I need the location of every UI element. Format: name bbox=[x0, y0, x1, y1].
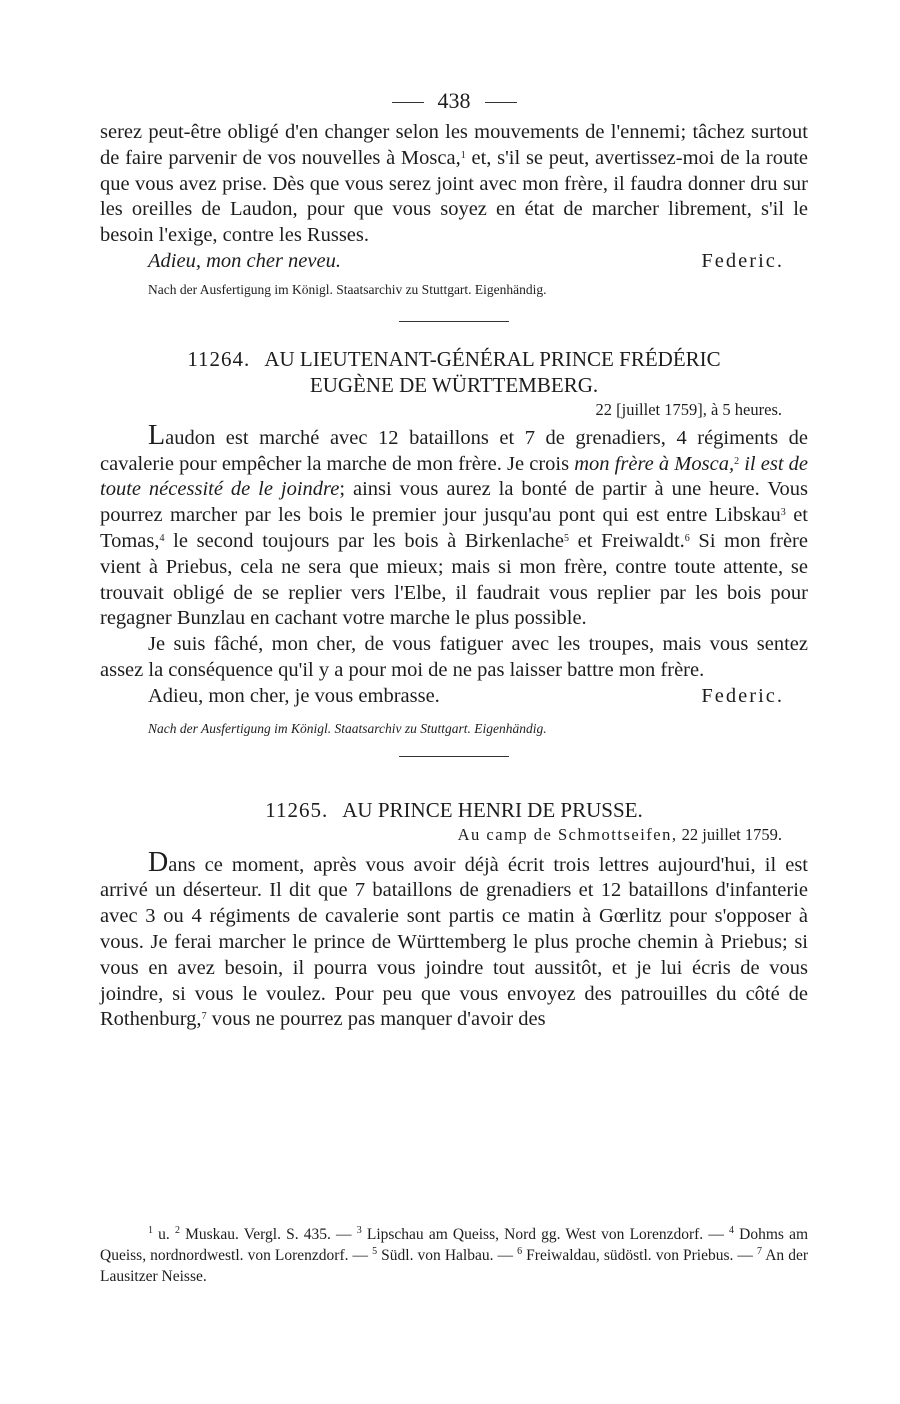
source-text: Nach der Ausfertigung im Königl. Staatsarchiv zu Stuttgart. Eigenhändig. bbox=[148, 720, 547, 736]
separator-rule bbox=[399, 321, 509, 322]
text-run: et, s'il se peut, avertissez-moi de la route que vous avez prise. Dès que vous serez joint avec mon frère, il faudra donner dru sur les oreilles de Laudon, pour que vous soyez en état de marcher librement, s'il le besoin l'exige, contre les Russes. bbox=[100, 146, 808, 247]
text-run: Dohms am Queiss, nordnordwestl. von Lorenzdorf. — bbox=[100, 1226, 809, 1264]
footnote-ref: 2 bbox=[734, 455, 740, 467]
letter-date: 22 [juillet 1759], à 5 heures. bbox=[595, 399, 782, 419]
text-run: et Freiwaldt. bbox=[568, 529, 685, 552]
footnote-ref: 7 bbox=[201, 1011, 207, 1023]
letter-title-line2: EUGÈNE DE WÜRTTEMBERG. bbox=[309, 372, 599, 397]
text-run: audon est marché avec 12 bataillons et 7 de grenadiers, 4 régiments de cavalerie pour empêcher la marche de mon frère. Je crois bbox=[100, 426, 808, 475]
text-run: vous ne pourrez pas manquer d'avoir des bbox=[206, 1008, 546, 1031]
footnote-mark: 2 bbox=[174, 1225, 180, 1236]
italic-run: mon frère à Mosca, bbox=[574, 452, 735, 475]
footnote-ref: 4 bbox=[159, 532, 165, 544]
text-run: le second toujours par les bois à Birkenlache bbox=[164, 529, 564, 552]
continued-paragraph bbox=[100, 120, 808, 249]
text-run: Si mon frère vient à Priebus, cela ne sera que mieux; mais si mon frère, contre toute attente, se trouvait obligé de se replier vers l'Elbe, il faudrait vous replier par les bois pour regagner Bunzlau en cachant votre marche le plus possible. bbox=[100, 529, 808, 630]
italic-run: il est de toute nécessité de le joindre bbox=[100, 452, 809, 501]
footnote-ref: 5 bbox=[563, 532, 569, 544]
letter-11265 bbox=[100, 797, 808, 1034]
letter-paragraph bbox=[100, 846, 808, 1034]
text-run: serez peut-être obligé d'en changer selon les mouvements de l'ennemi; tâchez surtout de faire parvenir de vos nouvelles à Mosca, bbox=[100, 121, 808, 169]
footnote-ref: 3 bbox=[780, 507, 786, 519]
footnotes bbox=[100, 1224, 808, 1287]
text-run: et Tomas, bbox=[100, 504, 808, 552]
footnote-mark: 1 bbox=[148, 1225, 153, 1236]
dash-right bbox=[485, 102, 517, 103]
page-number bbox=[100, 86, 808, 116]
text-run: Lipschau am Queiss, Nord gg. West von Lorenzdorf. — bbox=[361, 1226, 729, 1243]
letter-number: 11264. bbox=[187, 346, 251, 371]
text-run: ans ce moment, après vous avoir déjà écrit trois lettres aujourd'hui, il est arrivé un déserteur. Il dit que 7 bataillons de grenadiers et 12 bataillons d'infanterie avec 3 ou 4 régiments de cavalerie sont partis ce matin à Gœrlitz pour s'opposer à vous. Je ferai marcher le prince de Württemberg le plus proche chemin à Priebus; si vous en avez besoin, il pourra vous joindre tout aussitôt, et je lui écris de vous joindre, si vous le voulez. Pour peu que vous envoyez des patrouilles du côté de Rothenburg, bbox=[100, 853, 808, 1031]
footnote-mark: 3 bbox=[356, 1225, 362, 1236]
footnote-ref: 1 bbox=[460, 149, 466, 161]
text-run: Freiwaldau, südöstl. von Priebus. — bbox=[522, 1247, 757, 1264]
signature: Federic. bbox=[701, 684, 784, 707]
letter-title: AU PRINCE HENRI DE PRUSSE. bbox=[342, 797, 643, 822]
letter-paragraph bbox=[100, 419, 809, 632]
closing-row bbox=[100, 684, 808, 710]
letter-place: Au camp de Schmottseifen, bbox=[457, 824, 678, 844]
text-run: u. bbox=[153, 1226, 175, 1243]
footnote-mark: 5 bbox=[372, 1246, 378, 1257]
letter-title-line1: AU LIEUTENANT-GÉNÉRAL PRINCE FRÉDÉRIC bbox=[264, 346, 721, 371]
text-run: Muskau. Vergl. S. 435. — bbox=[179, 1226, 357, 1243]
letter-number: 11265. bbox=[265, 797, 329, 822]
closing-text: Adieu, mon cher neveu. bbox=[148, 249, 341, 272]
letter-heading bbox=[100, 346, 808, 398]
source-note bbox=[100, 720, 808, 738]
text-run: Südl. von Halbau. — bbox=[377, 1247, 518, 1264]
page-body bbox=[100, 86, 808, 1033]
letter-date-text: 22 juillet 1759. bbox=[681, 824, 782, 844]
footnote-mark: 6 bbox=[517, 1246, 523, 1257]
continued-letter bbox=[100, 120, 808, 299]
closing-row bbox=[100, 249, 808, 275]
letter-heading bbox=[100, 797, 808, 823]
footnote-mark: 4 bbox=[728, 1225, 734, 1236]
drop-cap: D bbox=[148, 846, 169, 878]
source-note: Nach der Ausfertigung im Königl. Staatsarchiv zu Stuttgart. Eigenhändig. bbox=[148, 281, 547, 297]
closing-text: Adieu, mon cher, je vous embrasse. bbox=[148, 684, 440, 707]
letter-paragraph: Je suis fâché, mon cher, de vous fatiguer avec les troupes, mais vous sentez assez la conséquence qu'il y a pour moi de ne pas laisser battre mon frère. bbox=[100, 633, 808, 681]
footnote-mark: 7 bbox=[757, 1246, 762, 1257]
separator-rule bbox=[399, 756, 509, 757]
text-run: An der Lausitzer Neisse. bbox=[100, 1247, 808, 1285]
dash-left bbox=[392, 102, 424, 103]
footnote-ref: 6 bbox=[684, 532, 690, 544]
letter-11264 bbox=[100, 346, 808, 738]
letter-date bbox=[100, 823, 808, 847]
text-run: ; ainsi vous aurez la bonté de partir à une heure. Vous pourrez marcher par les bois le premier jour jusqu'au pont qui est entre Libskau bbox=[100, 478, 808, 527]
page-number-text: 438 bbox=[437, 88, 471, 113]
drop-cap: L bbox=[148, 419, 166, 451]
footnote-text bbox=[100, 1224, 808, 1287]
signature: Federic. bbox=[701, 249, 784, 272]
